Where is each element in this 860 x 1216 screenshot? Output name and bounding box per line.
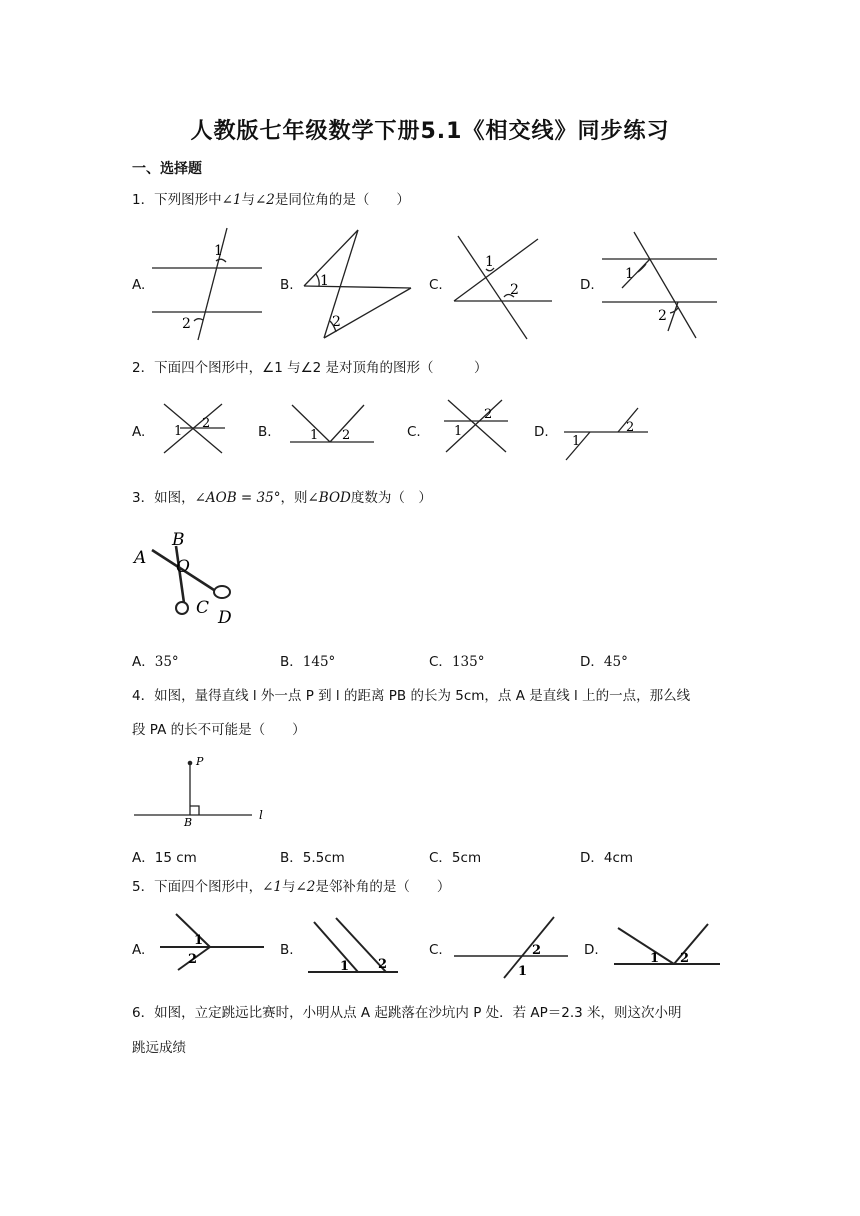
angle-label-2: 2: [532, 943, 542, 958]
angle-label-1: 1: [340, 959, 350, 974]
q4-option-a[interactable]: A．15 cm: [132, 850, 197, 866]
angle-label-1: 1: [310, 428, 319, 443]
question-6-line-2: 跳远成绩: [132, 1040, 186, 1056]
question-number: 1．: [132, 192, 155, 208]
point-label-b: B: [172, 530, 185, 550]
question-3: [132, 488, 432, 508]
angle-label-1: 1: [320, 273, 329, 289]
angle-label-2: 2: [188, 952, 198, 967]
q3-option-c[interactable]: C．135°: [429, 654, 485, 670]
q5-figure-b: [306, 916, 402, 976]
question-text: ，则: [280, 490, 308, 506]
q1-option-c[interactable]: C.: [429, 277, 443, 293]
q5-option-c[interactable]: C.: [429, 942, 443, 958]
given-angle: ∠AOB = 35°: [194, 490, 281, 506]
q2-option-c[interactable]: C.: [407, 424, 421, 440]
angle-label-2: 2: [658, 308, 667, 324]
line-label-l: l: [259, 808, 263, 822]
question-text: 如图，: [154, 490, 195, 506]
angle-1: ∠1: [262, 879, 282, 895]
question-number: 3．: [132, 490, 155, 506]
q2-figure-c: [442, 397, 512, 455]
angle-label-1: 1: [650, 951, 660, 966]
section-heading: 一、选择题: [132, 161, 202, 177]
q4-figure: [132, 752, 272, 828]
question-text: 与: [282, 879, 296, 895]
angle-label-2: 2: [202, 416, 211, 431]
q2-option-b[interactable]: B.: [258, 424, 272, 440]
q4-option-b[interactable]: B．5.5cm: [280, 850, 345, 866]
question-text: 度数为（ ）: [350, 490, 432, 506]
question-1: [132, 190, 410, 210]
q5-figure-d: [612, 916, 724, 968]
target-angle: ∠BOD: [307, 490, 351, 506]
question-4-line-2: 段 PA 的长不可能是（ ）: [132, 722, 306, 738]
q1-option-a[interactable]: A.: [132, 277, 146, 293]
q3-option-a[interactable]: A．35°: [132, 654, 179, 670]
question-text: 下列图形中: [154, 192, 222, 208]
point-label-c: C: [196, 598, 210, 618]
q1-option-d[interactable]: D.: [580, 277, 595, 293]
angle-label-1: 1: [518, 964, 528, 979]
angle-label-1: 1: [625, 266, 634, 282]
q5-option-b[interactable]: B.: [280, 942, 294, 958]
angle-2: ∠2: [255, 192, 275, 208]
q2-figure-d: [562, 405, 652, 463]
question-text: 与: [241, 192, 255, 208]
q5-figure-c: [452, 914, 572, 980]
q2-figure-b: [288, 403, 378, 445]
angle-label-2: 2: [626, 420, 635, 435]
q5-option-d[interactable]: D.: [584, 942, 599, 958]
question-2: 2．下面四个图形中，∠1 与∠2 是对顶角的图形（ ）: [132, 360, 488, 376]
angle-label-1: 1: [194, 933, 204, 948]
q1-figure-c: [452, 235, 557, 343]
angle-label-1: 1: [214, 243, 223, 259]
q1-figure-d: [600, 228, 720, 340]
angle-label-2: 2: [332, 314, 341, 330]
q2-option-d[interactable]: D.: [534, 424, 549, 440]
angle-label-1: 1: [174, 424, 183, 439]
question-number: 5．: [132, 879, 155, 895]
angle-label-2: 2: [182, 316, 191, 332]
angle-label-1: 1: [485, 254, 494, 270]
angle-label-1: 1: [572, 434, 581, 449]
question-text: 是同位角的是（ ）: [274, 192, 410, 208]
q5-option-a[interactable]: A.: [132, 942, 146, 958]
angle-label-2: 2: [510, 282, 519, 298]
point-label-b: B: [184, 816, 193, 829]
q4-option-d[interactable]: D．4cm: [580, 850, 634, 866]
question-5: [132, 877, 450, 897]
question-6-line-1: 6．如图，立定跳远比赛时，小明从点 A 起跳落在沙坑内 P 处．若 AP＝2.3 米，则这次小明: [132, 1005, 682, 1021]
q3-option-b[interactable]: B．145°: [280, 654, 336, 670]
point-label-o: O: [176, 557, 190, 577]
point-label-p: P: [196, 755, 204, 768]
question-4-line-1: 4．如图，量得直线 l 外一点 P 到 l 的距离 PB 的长为 5cm，点 A 是直线 l 上的一点，那么线: [132, 688, 691, 704]
q5-figure-a: [156, 911, 268, 973]
angle-label-1: 1: [454, 424, 463, 439]
angle-2: ∠2: [295, 879, 316, 895]
angle-label-2: 2: [680, 951, 690, 966]
angle-1: ∠1: [221, 192, 242, 208]
q4-option-c[interactable]: C．5cm: [429, 850, 482, 866]
question-text: 是邻补角的是（ ）: [315, 879, 451, 895]
q1-figure-a: [150, 225, 265, 343]
q3-scissors-figure: [134, 528, 244, 628]
angle-label-2: 2: [484, 407, 493, 422]
q3-option-d[interactable]: D．45°: [580, 654, 628, 670]
point-label-d: D: [218, 608, 232, 628]
q2-figure-a: [160, 400, 230, 456]
point-label-a: A: [134, 548, 147, 568]
angle-label-2: 2: [378, 957, 388, 972]
question-text: 下面四个图形中，: [154, 879, 263, 895]
q1-figure-b: [298, 226, 413, 344]
page-title: 人教版七年级数学下册5.1《相交线》同步练习: [190, 119, 670, 144]
q1-option-b[interactable]: B.: [280, 277, 294, 293]
q2-option-a[interactable]: A.: [132, 424, 146, 440]
angle-label-2: 2: [342, 428, 351, 443]
